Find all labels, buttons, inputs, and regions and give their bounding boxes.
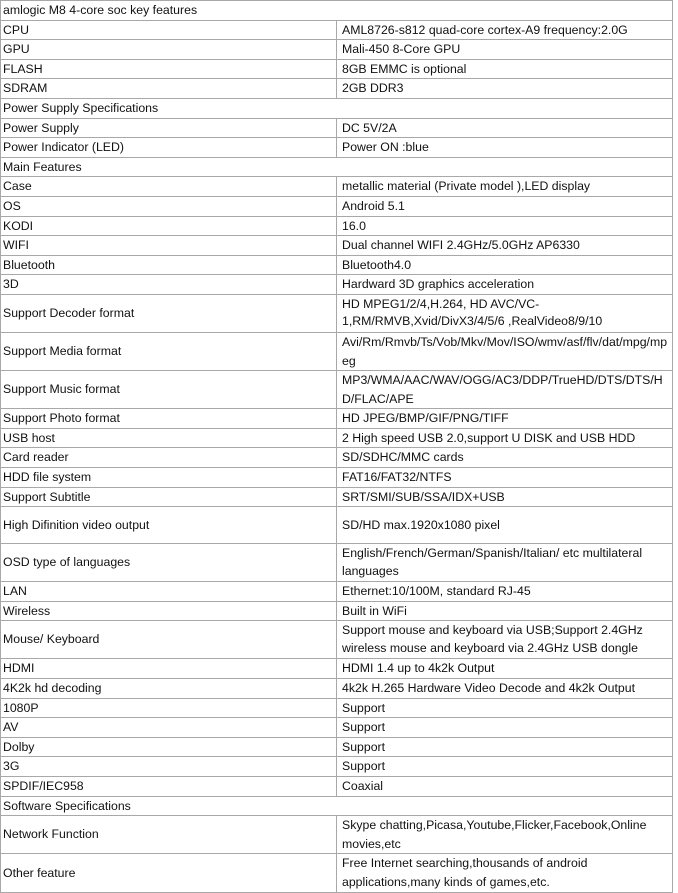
spec-row (1, 428, 673, 448)
spec-row (1, 255, 673, 275)
spec-row (1, 40, 673, 60)
spec-row (1, 236, 673, 256)
spec-key: Other feature (1, 854, 337, 892)
spec-row (1, 757, 673, 777)
spec-row (1, 294, 673, 332)
spec-row (1, 679, 673, 699)
spec-row (1, 816, 673, 854)
spec-key: AV (1, 718, 337, 738)
spec-key: Card reader (1, 448, 337, 468)
spec-row (1, 582, 673, 602)
spec-value: Support (337, 718, 673, 738)
spec-value: Free Internet searching,thousands of android applications,many kinds of games,etc. (337, 854, 673, 892)
spec-value: Android 5.1 (337, 196, 673, 216)
spec-row (1, 698, 673, 718)
spec-row (1, 275, 673, 295)
spec-key: HDMI (1, 659, 337, 679)
spec-key: Wireless (1, 601, 337, 621)
spec-key: WIFI (1, 236, 337, 256)
spec-value: FAT16/FAT32/NTFS (337, 468, 673, 488)
spec-value: Hardward 3D graphics acceleration (337, 275, 673, 295)
spec-row (1, 196, 673, 216)
spec-row (1, 448, 673, 468)
spec-row (1, 59, 673, 79)
spec-value: 2GB DDR3 (337, 79, 673, 99)
section-title: amlogic M8 4-core soc key features (1, 1, 673, 21)
spec-key: Power Supply (1, 118, 337, 138)
spec-row (1, 487, 673, 507)
spec-value: Skype chatting,Picasa,Youtube,Flicker,Facebook,Online movies,etc (337, 816, 673, 854)
spec-row (1, 777, 673, 797)
spec-table-body (1, 1, 673, 893)
spec-row (1, 544, 673, 582)
spec-value: Ethernet:10/100M, standard RJ-45 (337, 582, 673, 602)
spec-value: Bluetooth4.0 (337, 255, 673, 275)
spec-value: DC 5V/2A (337, 118, 673, 138)
spec-key: 4K2k hd decoding (1, 679, 337, 699)
section-header-row (1, 157, 673, 177)
spec-row (1, 659, 673, 679)
spec-value: AML8726-s812 quad-core cortex-A9 frequency:2.0G (337, 20, 673, 40)
spec-value: HDMI 1.4 up to 4k2k Output (337, 659, 673, 679)
spec-key: Support Decoder format (1, 294, 337, 332)
spec-key: GPU (1, 40, 337, 60)
spec-value: 16.0 (337, 216, 673, 236)
spec-key: Bluetooth (1, 255, 337, 275)
spec-key: USB host (1, 428, 337, 448)
spec-row (1, 79, 673, 99)
spec-row (1, 854, 673, 892)
section-header-row (1, 1, 673, 21)
spec-key: Support Music format (1, 371, 337, 409)
spec-row (1, 409, 673, 429)
spec-row (1, 601, 673, 621)
spec-row (1, 138, 673, 158)
spec-row (1, 507, 673, 544)
spec-value: 4k2k H.265 Hardware Video Decode and 4k2k Output (337, 679, 673, 699)
spec-row (1, 20, 673, 40)
spec-key: OS (1, 196, 337, 216)
spec-value: metallic material (Private model ),LED display (337, 177, 673, 197)
spec-value: 2 High speed USB 2.0,support U DISK and USB HDD (337, 428, 673, 448)
spec-key: KODI (1, 216, 337, 236)
spec-key: OSD type of languages (1, 544, 337, 582)
spec-key: Support Subtitle (1, 487, 337, 507)
spec-key: 1080P (1, 698, 337, 718)
spec-row (1, 118, 673, 138)
spec-row (1, 332, 673, 370)
section-header-row (1, 796, 673, 816)
spec-value: HD MPEG1/2/4,H.264, HD AVC/VC-1,RM/RMVB,Xvid/DivX3/4/5/6 ,RealVideo8/9/10 (337, 294, 673, 332)
spec-key: Power Indicator (LED) (1, 138, 337, 158)
spec-row (1, 621, 673, 659)
spec-value: SD/HD max.1920x1080 pixel (337, 507, 673, 544)
section-title: Power Supply Specifications (1, 98, 673, 118)
spec-value: HD JPEG/BMP/GIF/PNG/TIFF (337, 409, 673, 429)
spec-value: Support (337, 757, 673, 777)
spec-value: Avi/Rm/Rmvb/Ts/Vob/Mkv/Mov/ISO/wmv/asf/flv/dat/mpg/mpeg (337, 332, 673, 370)
spec-value: Mali-450 8-Core GPU (337, 40, 673, 60)
spec-key: Dolby (1, 737, 337, 757)
spec-key: FLASH (1, 59, 337, 79)
spec-value: Coaxial (337, 777, 673, 797)
spec-value: Support mouse and keyboard via USB;Support 2.4GHz wireless mouse and keyboard via 2.4GHz USB dongle (337, 621, 673, 659)
spec-value: Support (337, 737, 673, 757)
spec-key: HDD file system (1, 468, 337, 488)
spec-value: Power ON :blue (337, 138, 673, 158)
spec-row (1, 216, 673, 236)
spec-key: LAN (1, 582, 337, 602)
spec-key: Mouse/ Keyboard (1, 621, 337, 659)
spec-value: Built in WiFi (337, 601, 673, 621)
spec-key: CPU (1, 20, 337, 40)
spec-key: Case (1, 177, 337, 197)
spec-value: 8GB EMMC is optional (337, 59, 673, 79)
spec-row (1, 371, 673, 409)
section-title: Software Specifications (1, 796, 673, 816)
section-header-row (1, 98, 673, 118)
spec-value: MP3/WMA/AAC/WAV/OGG/AC3/DDP/TrueHD/DTS/DTS/HD/FLAC/APE (337, 371, 673, 409)
spec-row (1, 468, 673, 488)
spec-key: SPDIF/IEC958 (1, 777, 337, 797)
spec-key: Support Photo format (1, 409, 337, 429)
spec-value: Support (337, 698, 673, 718)
spec-key: Support Media format (1, 332, 337, 370)
spec-key: Network Function (1, 816, 337, 854)
spec-key: SDRAM (1, 79, 337, 99)
spec-key: 3D (1, 275, 337, 295)
spec-row (1, 718, 673, 738)
spec-value: SD/SDHC/MMC cards (337, 448, 673, 468)
spec-value: Dual channel WIFI 2.4GHz/5.0GHz AP6330 (337, 236, 673, 256)
spec-row (1, 177, 673, 197)
spec-key: 3G (1, 757, 337, 777)
spec-key: High Difinition video output (1, 507, 337, 544)
section-title: Main Features (1, 157, 673, 177)
spec-value: SRT/SMI/SUB/SSA/IDX+USB (337, 487, 673, 507)
spec-value: English/French/German/Spanish/Italian/ etc multilateral languages (337, 544, 673, 582)
spec-row (1, 737, 673, 757)
